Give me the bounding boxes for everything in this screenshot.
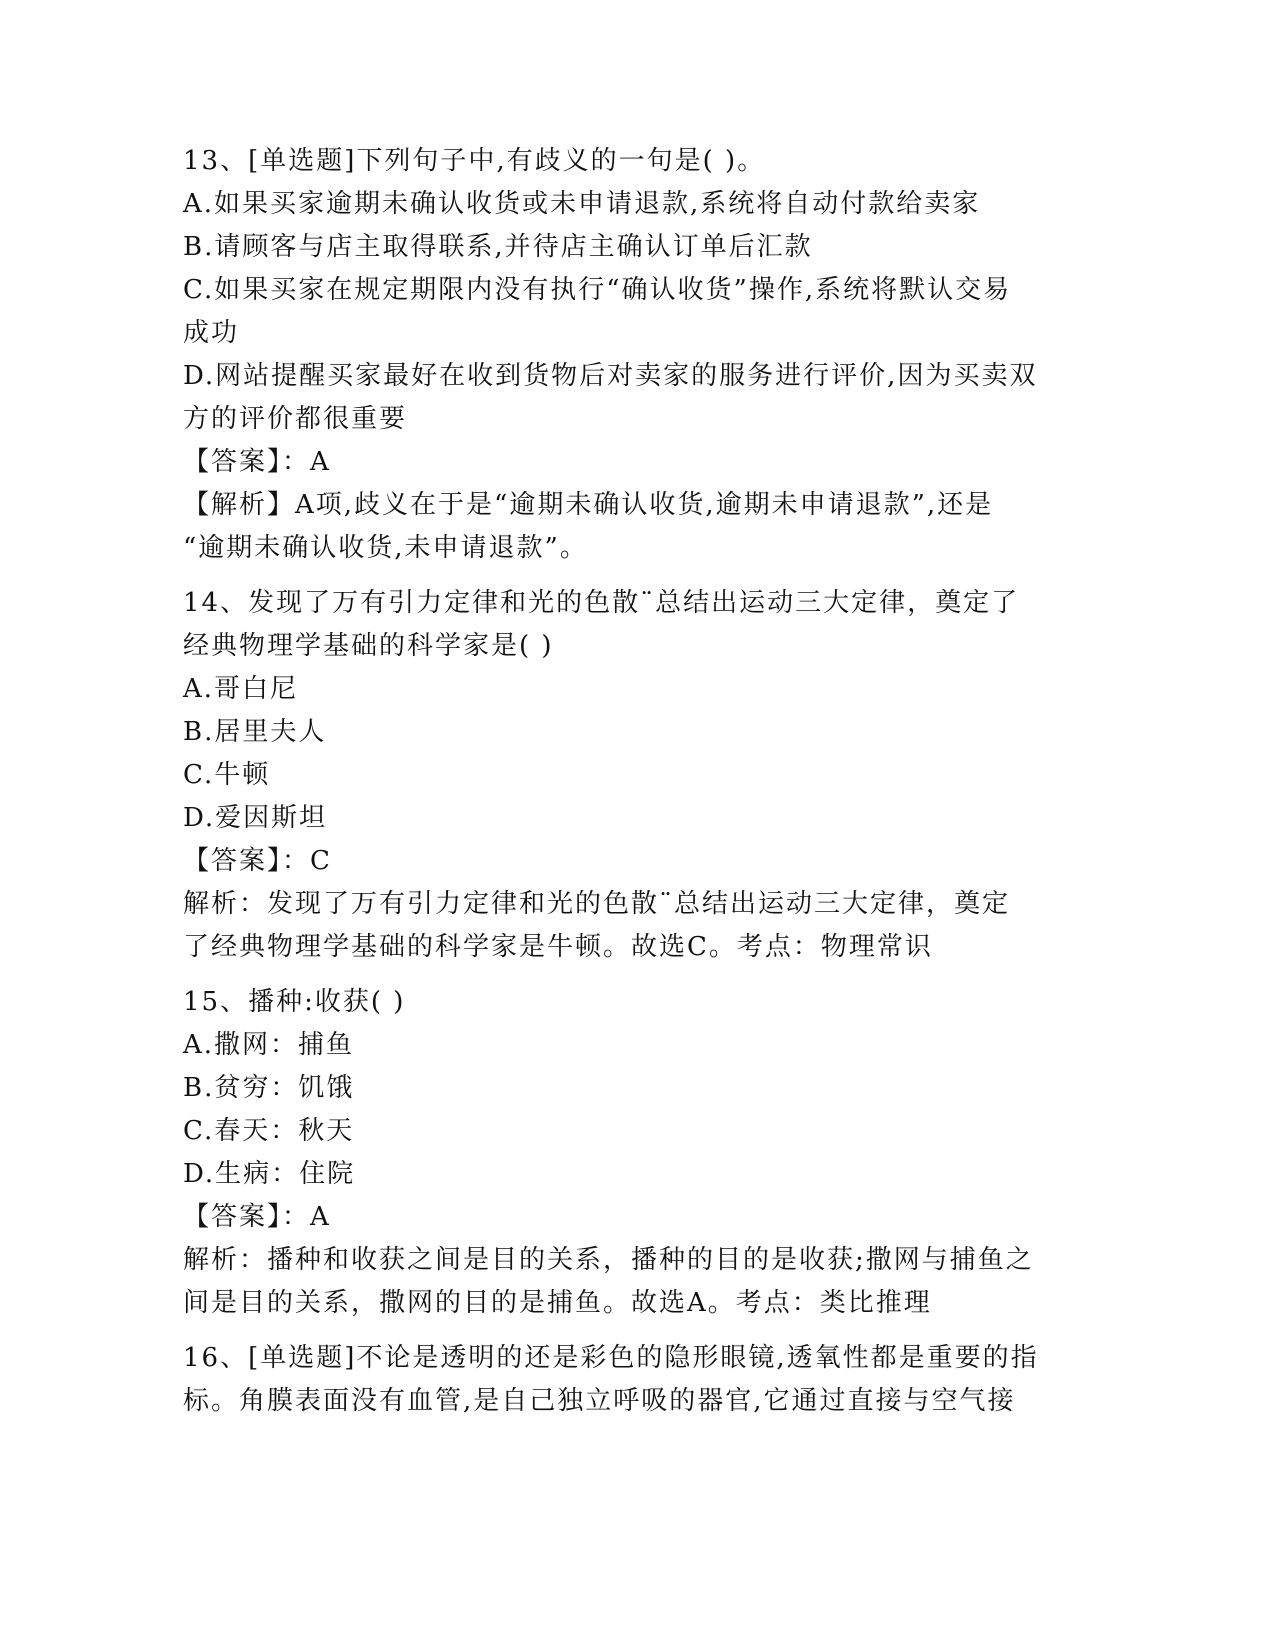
question-13-option-b: B.请顾客与店主取得联系,并待店主确认订单后汇款 <box>183 232 813 262</box>
question-14-option-b: B.居里夫人 <box>183 717 327 747</box>
question-13-option-d-cont: 方的评价都很重要 <box>183 404 408 434</box>
question-14-answer: 【答案】：C <box>183 846 332 876</box>
question-15 <box>183 981 1083 1325</box>
document-page <box>183 140 1083 1423</box>
question-14 <box>183 582 1083 969</box>
question-14-stem: 14、发现了万有引力定律和光的色散¨总结出运动三大定律，奠定了 <box>183 588 1020 618</box>
question-16-stem-cont: 标。角膜表面没有血管,是自己独立呼吸的器官,它通过直接与空气接 <box>183 1386 1016 1416</box>
question-13-stem: 13、[单选题]下列句子中,有歧义的一句是( )。 <box>183 146 766 176</box>
question-13-answer: 【答案】：A <box>183 447 331 477</box>
question-13-option-c-cont: 成功 <box>183 318 240 348</box>
question-13-option-c: C.如果买家在规定期限内没有执行“确认收货”操作,系统将默认交易 <box>183 275 1012 305</box>
question-15-analysis-cont: 间是目的关系，撒网的目的是捕鱼。故选A。考点：类比推理 <box>183 1288 932 1318</box>
question-15-analysis: 解析：播种和收获之间是目的关系，播种的目的是收获;撒网与捕鱼之 <box>183 1245 1034 1275</box>
question-13 <box>183 140 1083 570</box>
question-14-analysis-cont: 了经典物理学基础的科学家是牛顿。故选C。考点：物理常识 <box>183 932 933 962</box>
question-15-option-c: C.春天：秋天 <box>183 1116 355 1146</box>
question-13-option-a: A.如果买家逾期未确认收货或未申请退款,系统将自动付款给卖家 <box>183 189 981 219</box>
question-14-analysis: 解析：发现了万有引力定律和光的色散¨总结出运动三大定律，奠定 <box>183 889 1011 919</box>
question-16-stem: 16、[单选题]不论是透明的还是彩色的隐形眼镜,透氧性都是重要的指 <box>183 1343 1039 1373</box>
question-14-stem-cont: 经典物理学基础的科学家是( ) <box>183 631 554 661</box>
question-14-option-c: C.牛顿 <box>183 760 271 790</box>
question-13-analysis-cont: “逾期未确认收货,未申请退款”。 <box>183 533 588 563</box>
question-14-option-d: D.爱因斯坦 <box>183 803 328 833</box>
question-16 <box>183 1337 1083 1423</box>
question-15-answer: 【答案】：A <box>183 1202 331 1232</box>
question-14-option-a: A.哥白尼 <box>183 674 299 704</box>
question-15-option-d: D.生病：住院 <box>183 1159 356 1189</box>
question-13-analysis: 【解析】A项,歧义在于是“逾期未确认收货,逾期未申请退款”,还是 <box>183 490 994 520</box>
question-15-option-b: B.贫穷：饥饿 <box>183 1073 355 1103</box>
question-15-stem: 15、播种:收获( ) <box>183 987 406 1017</box>
question-13-option-d: D.网站提醒买家最好在收到货物后对卖家的服务进行评价,因为买卖双 <box>183 361 1038 391</box>
question-15-option-a: A.撒网：捕鱼 <box>183 1030 355 1060</box>
